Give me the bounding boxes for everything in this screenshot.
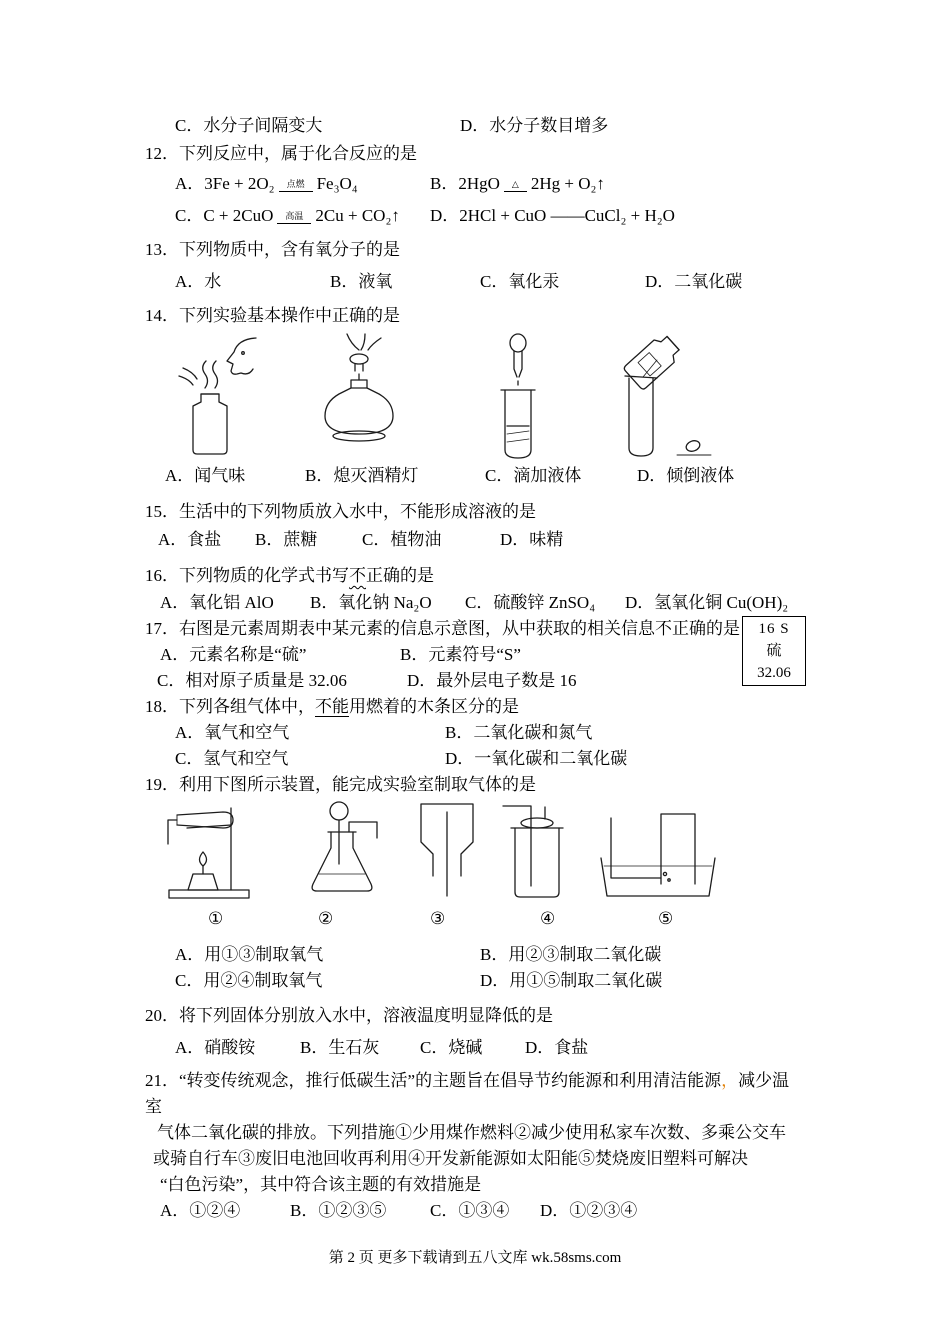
question-21-options <box>160 1198 890 1224</box>
question-20-options <box>175 1034 890 1062</box>
option-a: A．用①③制取氧气 <box>175 945 324 964</box>
question-12-options-ab <box>175 168 890 200</box>
option-d: D．味精 <box>500 530 564 549</box>
option-d: D．最外层电子数是 16 <box>407 671 577 690</box>
option-c: C．相对原子质量是 32.06 <box>157 671 347 690</box>
question-11-options <box>175 112 890 140</box>
stem-text: 21．“转变传统观念，推行低碳生活”的主题旨在倡导节约能源和利用清洁能源 <box>145 1071 722 1090</box>
option-a: A．闻气味 <box>165 466 246 485</box>
option-b: B．蔗糖 <box>255 530 318 549</box>
option-c: C．植物油 <box>362 530 442 549</box>
upright-bottle-apparatus <box>497 798 577 904</box>
option-b: B．液氧 <box>330 272 393 291</box>
option-b: B．二氧化碳和氮气 <box>445 723 593 742</box>
question-12-stem: 12．下列反应中，属于化合反应的是 <box>145 144 417 163</box>
stem-emphasis: 不能 <box>315 697 349 716</box>
reaction-condition: 高温 <box>277 211 311 224</box>
equation-right: 2Hg + O₂↑ <box>530 174 605 193</box>
option-c <box>175 200 430 232</box>
reaction-condition: △ <box>504 179 527 192</box>
option-c: C．①③④ <box>430 1201 510 1220</box>
element-name: 硫 <box>766 642 782 659</box>
stem-text: 16．下列物质的化学式书写 <box>145 566 349 585</box>
question-20-stem: 20．将下列固体分别放入水中，溶液温度明显降低的是 <box>145 1006 553 1025</box>
question-14-options <box>165 462 890 490</box>
option-c: C．氢气和空气 <box>175 749 289 768</box>
question-13-options <box>175 268 890 296</box>
question-14-figures <box>145 332 890 462</box>
option-a: A．硝酸铵 <box>175 1038 256 1057</box>
question-16-stem <box>145 562 890 590</box>
smell-gas-illustration <box>163 332 261 460</box>
question-19-figures <box>145 798 890 906</box>
option-d: D．氢氧化铜 Cu(OH)₂ <box>625 593 789 612</box>
option-c: C．滴加液体 <box>485 466 582 485</box>
element-mass: 32.06 <box>757 664 791 681</box>
question-13-stem: 13．下列物质中，含有氧分子的是 <box>145 240 400 259</box>
inverted-bottle-apparatus <box>407 798 483 904</box>
question-14-stem: 14．下列实验基本操作中正确的是 <box>145 306 400 325</box>
question-21-line-3: 气体二氧化碳的排放。下列措施①少用煤作燃料②减少使用私家车次数、多乘公交车 <box>157 1123 786 1142</box>
option-c: C．烧碱 <box>420 1038 483 1057</box>
question-15-stem: 15．生活中的下列物质放入水中，不能形成溶液的是 <box>145 502 536 521</box>
element-number: 16 <box>758 621 776 637</box>
option-d: D．食盐 <box>525 1038 589 1057</box>
question-19-figure-labels <box>145 906 890 932</box>
equation-right: 2Cu + CO₂↑ <box>315 206 400 225</box>
question-18-options-ab <box>175 720 890 746</box>
option-b: B．生石灰 <box>300 1038 380 1057</box>
option-b: B．熄灭酒精灯 <box>305 466 419 485</box>
pour-liquid-illustration <box>605 332 727 462</box>
option-d: D．一氧化碳和二氧化碳 <box>445 749 628 768</box>
page-footer: 第 2 页 更多下载请到五八文库 wk.58sms.com <box>328 1250 622 1266</box>
question-21-line-5: “白色污染”，其中符合该主题的有效措施是 <box>160 1175 482 1194</box>
figure-label-5: ⑤ <box>658 909 674 928</box>
question-17-stem: 17．右图是元素周期表中某元素的信息示意图，从中获取的相关信息不正确的是 <box>145 619 740 638</box>
figure-label-3: ③ <box>430 909 446 928</box>
option-a: A．食盐 <box>158 530 222 549</box>
option-d: D．水分子数目增多 <box>460 116 609 135</box>
equation-left: A．3Fe + 2O₂ <box>175 174 275 193</box>
option-c: C．硫酸锌 ZnSO₄ <box>465 593 596 612</box>
option-a: A．①②④ <box>160 1201 241 1220</box>
water-trough-apparatus <box>597 798 717 904</box>
option-d: D．2HCl + CuO ——CuCl₂ + H₂O <box>430 206 675 225</box>
stem-emphasis: 不 <box>349 566 366 585</box>
option-b: B．氧化钠 Na₂O <box>310 593 432 612</box>
highlighted-comma: ， <box>721 1071 739 1090</box>
option-d: D．用①⑤制取二氧化碳 <box>480 971 663 990</box>
element-number-symbol <box>743 619 805 641</box>
stem-text: 减少温 <box>738 1071 790 1090</box>
option-b: B．①②③⑤ <box>290 1201 387 1220</box>
dropper-illustration <box>483 332 553 462</box>
question-19-options-cd <box>175 968 890 994</box>
option-a: A．氧化铝 AlO <box>160 593 274 612</box>
equation-left: C．C + 2CuO <box>175 206 274 225</box>
figure-label-2: ② <box>318 909 334 928</box>
equation-left: B．2HgO <box>430 174 500 193</box>
flask-funnel-apparatus <box>297 798 397 904</box>
element-symbol: S <box>780 621 790 637</box>
question-12-options-cd <box>175 200 890 232</box>
question-15-options <box>158 526 890 554</box>
option-a: A．水 <box>175 272 222 291</box>
option-a <box>175 168 430 200</box>
option-c: C．氧化汞 <box>480 272 560 291</box>
heated-test-tube-apparatus <box>165 798 283 904</box>
question-16-options <box>160 590 890 616</box>
stem-text: 用燃着的木条区分的是 <box>349 697 519 716</box>
figure-label-1: ① <box>208 909 224 928</box>
option-c: C．水分子间隔变大 <box>175 116 323 135</box>
option-d: D．倾倒液体 <box>637 466 735 485</box>
question-19-options-ab <box>175 942 890 968</box>
question-19-stem: 19．利用下图所示装置，能完成实验室制取气体的是 <box>145 775 536 794</box>
option-a: A．元素名称是“硫” <box>160 645 307 664</box>
option-b: B．元素符号“S” <box>400 645 521 664</box>
reaction-condition: 点燃 <box>279 179 313 192</box>
figure-label-4: ④ <box>540 909 556 928</box>
question-18-options-cd <box>175 746 890 772</box>
stem-text: 18．下列各组气体中， <box>145 697 315 716</box>
option-a: A．氧气和空气 <box>175 723 290 742</box>
equation-right: Fe₃O₄ <box>316 174 358 193</box>
question-18-stem <box>145 694 890 720</box>
question-21-line-1 <box>145 1068 890 1094</box>
option-c: C．用②④制取氧气 <box>175 971 323 990</box>
option-b <box>430 168 605 200</box>
option-b: B．用②③制取二氧化碳 <box>480 945 662 964</box>
stem-text: 正确的是 <box>366 566 434 585</box>
option-d: D．①②③④ <box>540 1201 638 1220</box>
option-d: D．二氧化碳 <box>645 272 743 291</box>
question-21-line-2: 室 <box>145 1097 162 1116</box>
extinguish-lamp-illustration <box>295 332 419 460</box>
element-info-box <box>742 616 806 686</box>
question-21-line-4: 或骑自行车③废旧电池回收再利用④开发新能源如太阳能⑤焚烧废旧塑料可解决 <box>153 1149 748 1168</box>
